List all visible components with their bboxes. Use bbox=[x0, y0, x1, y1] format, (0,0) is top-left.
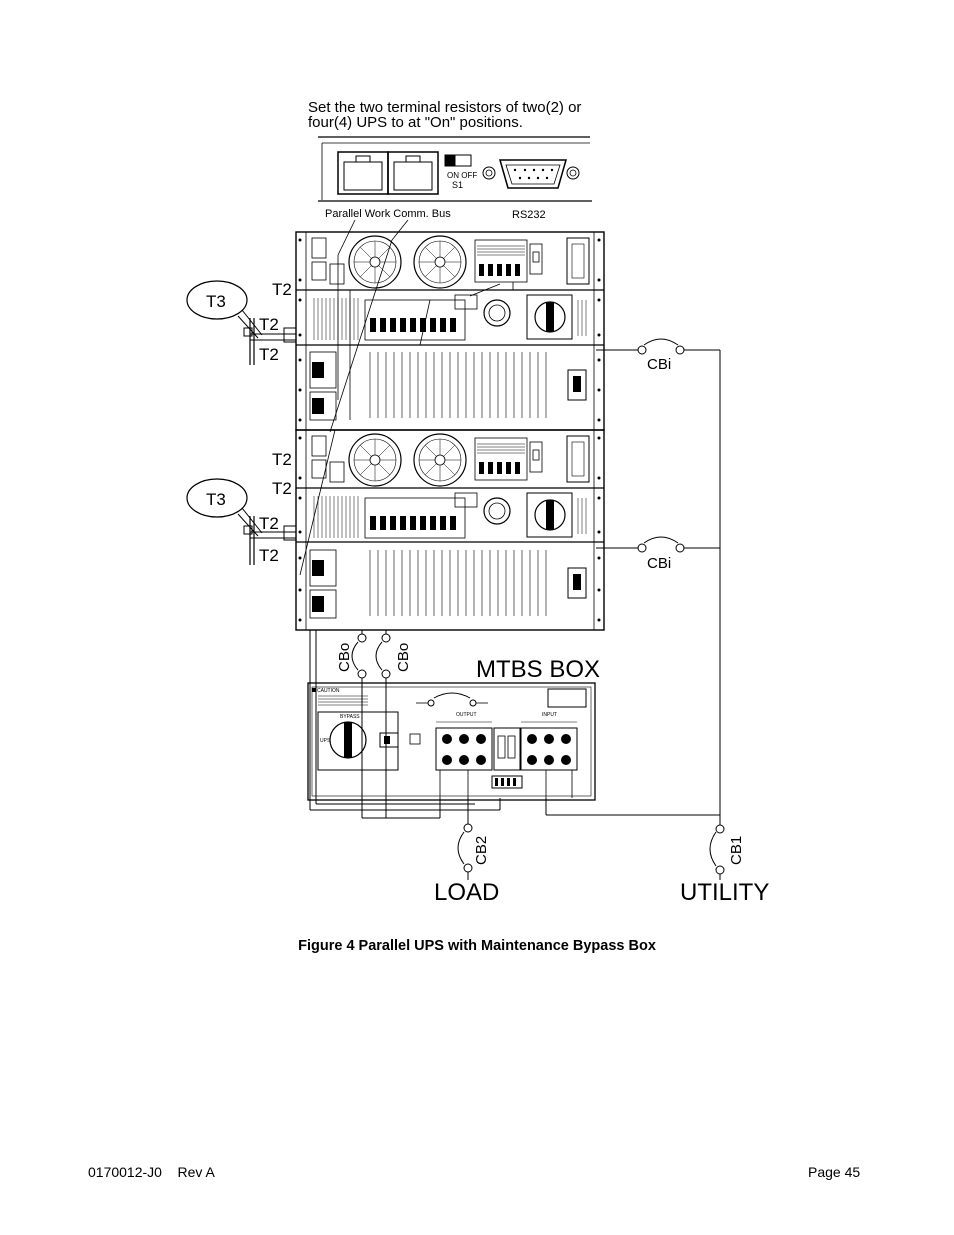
parallel-bus-label: Parallel Work Comm. Bus bbox=[325, 208, 451, 220]
mtbs-caution-text: CAUTION bbox=[317, 688, 340, 694]
t2-label-2: T2 bbox=[259, 315, 279, 334]
t2-label-7: T2 bbox=[259, 546, 279, 565]
t2-label-3: T2 bbox=[259, 345, 279, 364]
switch-s1-label: S1 bbox=[452, 180, 464, 190]
t2-label-1: T2 bbox=[272, 280, 292, 299]
mtbs-output-text: OUTPUT bbox=[456, 712, 477, 718]
load-label: LOAD bbox=[434, 879, 500, 906]
mtbs-input-text: INPUT bbox=[542, 712, 557, 718]
parallel-comm-port-2 bbox=[388, 152, 438, 194]
input-wiring bbox=[546, 339, 724, 880]
note-line-2: four(4) UPS to at "On" positions. bbox=[308, 114, 523, 131]
cbo-label-right: CBo bbox=[395, 642, 412, 672]
cb1-label: CB1 bbox=[728, 835, 745, 865]
note-line-1: Set the two terminal resistors of two(2) or bbox=[308, 99, 582, 116]
utility-label: UTILITY bbox=[680, 879, 770, 906]
comm-panel-detail bbox=[318, 137, 592, 201]
cbo-label-left: CBo bbox=[336, 642, 353, 672]
mtbs-ups-text: UPS bbox=[320, 738, 331, 744]
db9-screw-right-icon bbox=[567, 167, 579, 179]
mtbs-box-title: MTBS BOX bbox=[476, 656, 601, 683]
rs232-label: RS232 bbox=[512, 209, 546, 221]
switch-on-off-label: ON OFF bbox=[447, 171, 478, 180]
db9-screw-left-icon bbox=[483, 167, 495, 179]
footer-doc-id: 0170012-J0 Rev A bbox=[88, 1164, 215, 1180]
mtbs-bypass-text: BYPASS bbox=[340, 714, 360, 720]
footer-page-number: Page 45 bbox=[808, 1164, 861, 1180]
cb2-label: CB2 bbox=[473, 835, 490, 865]
t2-label-5: T2 bbox=[272, 479, 292, 498]
t3-label-upper: T3 bbox=[206, 292, 226, 311]
t2-label-6: T2 bbox=[259, 514, 279, 533]
figure-caption: Figure 4 Parallel UPS with Maintenance Bypass Box bbox=[298, 938, 656, 954]
cbi-label-upper: CBi bbox=[647, 356, 672, 373]
t3-label-lower: T3 bbox=[206, 490, 226, 509]
ups-rack-2 bbox=[296, 430, 604, 630]
t2-label-4: T2 bbox=[272, 450, 292, 469]
ups-rack-1 bbox=[296, 232, 604, 430]
cbi-label-lower: CBi bbox=[647, 555, 672, 572]
mtbs-box bbox=[308, 683, 595, 800]
parallel-comm-port-1 bbox=[338, 152, 388, 194]
